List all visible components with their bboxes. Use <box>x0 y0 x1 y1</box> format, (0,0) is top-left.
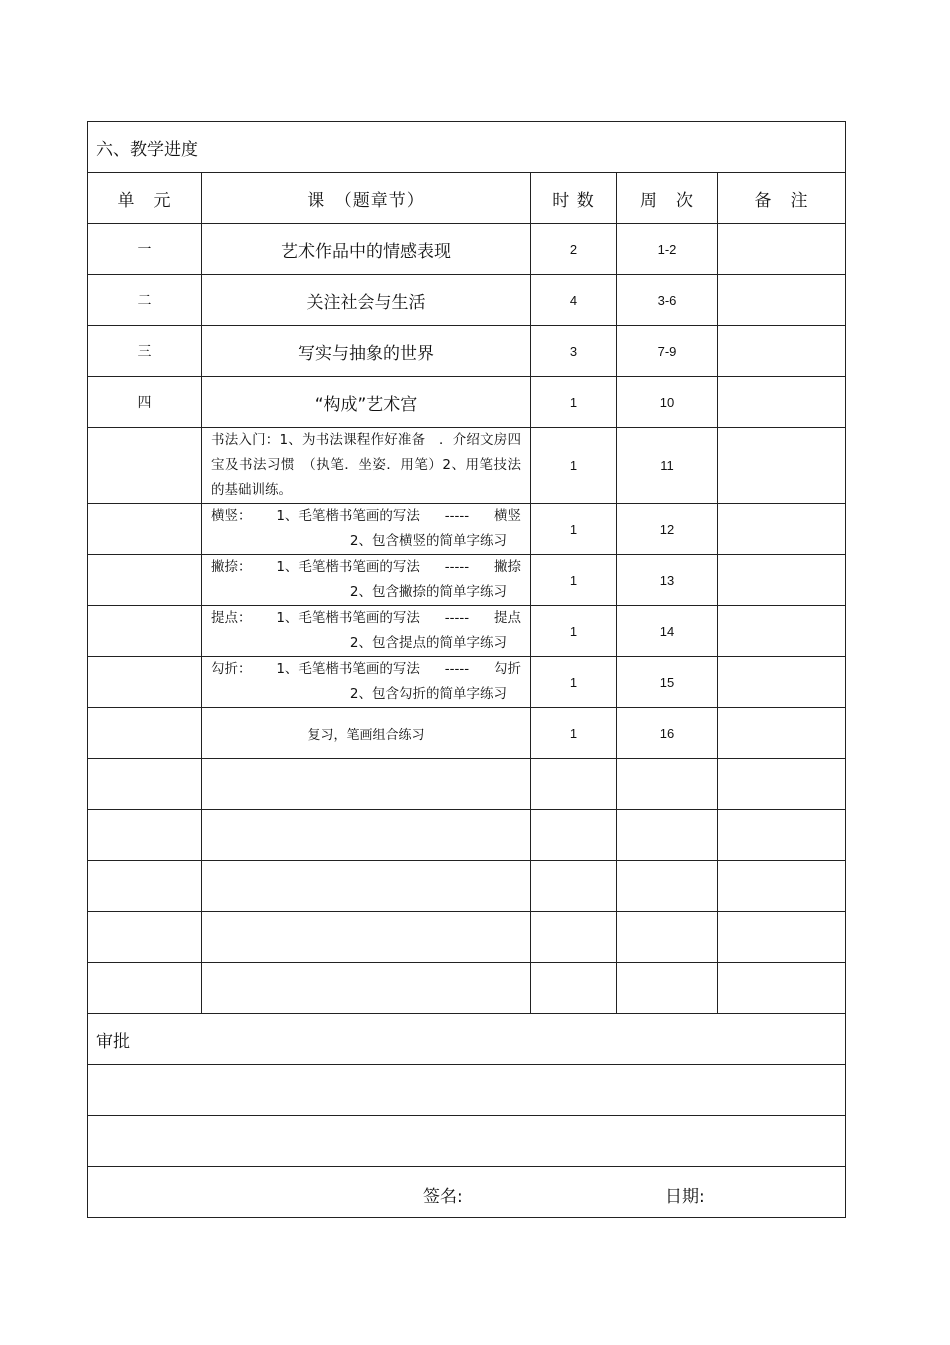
unit-cell <box>88 708 202 759</box>
empty-cell <box>202 963 531 1014</box>
table-row <box>88 555 846 606</box>
signature-label: 签名: <box>423 1187 463 1207</box>
weeks-cell: 15 <box>617 657 718 708</box>
unit-cell <box>88 504 202 555</box>
empty-cell <box>718 810 846 861</box>
empty-cell <box>88 963 202 1014</box>
unit-cell: 一 <box>88 224 202 275</box>
unit-cell: 三 <box>88 326 202 377</box>
header-weeks: 周 次 <box>617 173 718 224</box>
empty-cell <box>718 963 846 1014</box>
stroke-label: 撇捺： <box>211 559 252 575</box>
unit-cell <box>88 606 202 657</box>
hours-cell: 1 <box>531 606 617 657</box>
stroke-line-1 <box>211 657 521 682</box>
notes-cell <box>718 275 846 326</box>
empty-cell <box>88 810 202 861</box>
stroke-line-2: 2、包含横竖的简单字练习 <box>349 533 507 549</box>
empty-cell <box>202 759 531 810</box>
empty-cell <box>617 963 718 1014</box>
table-row <box>88 504 846 555</box>
empty-cell <box>617 759 718 810</box>
empty-cell <box>617 810 718 861</box>
unit-cell <box>88 428 202 504</box>
header-lesson: 课 （题章节） <box>202 173 531 224</box>
approval-blank-row <box>88 1116 846 1167</box>
unit-cell: 四 <box>88 377 202 428</box>
empty-cell <box>617 912 718 963</box>
section-title-row <box>88 122 846 173</box>
lesson-cell: 复习，笔画组合练习 <box>202 708 531 759</box>
stroke-dash: ----- <box>444 661 470 677</box>
stroke-dash: ----- <box>444 559 470 575</box>
stroke-name: 提点 <box>493 610 521 626</box>
stroke-line-2: 2、包含勾折的简单字练习 <box>349 686 507 702</box>
header-notes: 备 注 <box>718 173 846 224</box>
notes-cell <box>718 555 846 606</box>
stroke-label: 横竖： <box>211 508 252 524</box>
weeks-cell: 10 <box>617 377 718 428</box>
approval-title: 审批 <box>88 1014 846 1065</box>
stroke-lesson-cell <box>202 606 531 657</box>
table-row <box>88 224 846 275</box>
empty-cell <box>531 963 617 1014</box>
weeks-cell: 14 <box>617 606 718 657</box>
notes-cell <box>718 708 846 759</box>
empty-cell <box>531 861 617 912</box>
empty-cell <box>531 759 617 810</box>
stroke-item: 1、毛笔楷书笔画的写法 <box>276 508 420 524</box>
column-header-row <box>88 173 846 224</box>
notes-cell <box>718 224 846 275</box>
hours-cell: 2 <box>531 224 617 275</box>
empty-cell <box>531 912 617 963</box>
weeks-cell: 13 <box>617 555 718 606</box>
notes-cell <box>718 428 846 504</box>
unit-cell <box>88 555 202 606</box>
stroke-item: 1、毛笔楷书笔画的写法 <box>276 610 420 626</box>
stroke-lesson-cell <box>202 504 531 555</box>
unit-cell <box>88 657 202 708</box>
empty-cell <box>617 861 718 912</box>
weeks-cell: 7-9 <box>617 326 718 377</box>
unit-cell: 二 <box>88 275 202 326</box>
lesson-cell: 写实与抽象的世界 <box>202 326 531 377</box>
section-title: 六、教学进度 <box>88 122 846 173</box>
lesson-cell: 艺术作品中的情感表现 <box>202 224 531 275</box>
stroke-label: 勾折： <box>211 661 252 677</box>
table-row <box>88 606 846 657</box>
approval-blank-cell <box>88 1065 846 1116</box>
weeks-cell: 16 <box>617 708 718 759</box>
stroke-item: 1、毛笔楷书笔画的写法 <box>276 661 420 677</box>
empty-cell <box>202 861 531 912</box>
hours-cell: 1 <box>531 657 617 708</box>
table-row <box>88 428 846 504</box>
hours-cell: 1 <box>531 555 617 606</box>
hours-cell: 1 <box>531 504 617 555</box>
header-unit: 单 元 <box>88 173 202 224</box>
stroke-item: 1、毛笔楷书笔画的写法 <box>276 559 420 575</box>
hours-cell: 1 <box>531 377 617 428</box>
teaching-schedule-table <box>87 121 846 1218</box>
stroke-line-2: 2、包含提点的简单字练习 <box>349 635 507 651</box>
empty-row <box>88 810 846 861</box>
table-row <box>88 326 846 377</box>
notes-cell <box>718 657 846 708</box>
table-row <box>88 708 846 759</box>
stroke-name: 撇捺 <box>493 559 521 575</box>
empty-row <box>88 963 846 1014</box>
empty-row <box>88 912 846 963</box>
lesson-cell: “构成”艺术宫 <box>202 377 531 428</box>
notes-cell <box>718 504 846 555</box>
calligraphy-intro-cell: 书法入门：1、为书法课程作好准备 ．介绍文房四宝及书法习惯 （执笔．坐姿．用笔）2、用笔技法的基础训练。 <box>202 428 531 504</box>
notes-cell <box>718 606 846 657</box>
hours-cell: 1 <box>531 708 617 759</box>
weeks-cell: 11 <box>617 428 718 504</box>
table-row <box>88 275 846 326</box>
stroke-name: 勾折 <box>493 661 521 677</box>
weeks-cell: 3-6 <box>617 275 718 326</box>
empty-cell <box>718 759 846 810</box>
schedule-sheet <box>87 121 845 1218</box>
empty-cell <box>88 912 202 963</box>
approval-title-row <box>88 1014 846 1065</box>
date-label: 日期: <box>665 1187 705 1207</box>
stroke-dash: ----- <box>444 610 470 626</box>
empty-cell <box>202 912 531 963</box>
weeks-cell: 12 <box>617 504 718 555</box>
approval-blank-cell <box>88 1116 846 1167</box>
stroke-line-1 <box>211 504 521 529</box>
stroke-line-2: 2、包含撇捺的简单字练习 <box>349 584 507 600</box>
approval-blank-row <box>88 1065 846 1116</box>
header-hours: 时 数 <box>531 173 617 224</box>
hours-cell: 3 <box>531 326 617 377</box>
table-row <box>88 657 846 708</box>
weeks-cell: 1-2 <box>617 224 718 275</box>
stroke-line-1 <box>211 606 521 631</box>
signature-cell <box>88 1167 846 1218</box>
stroke-name: 横竖 <box>493 508 521 524</box>
empty-cell <box>531 810 617 861</box>
stroke-line-1 <box>211 555 521 580</box>
signature-row <box>88 1167 846 1218</box>
notes-cell <box>718 326 846 377</box>
empty-row <box>88 759 846 810</box>
lesson-cell: 关注社会与生活 <box>202 275 531 326</box>
empty-cell <box>718 912 846 963</box>
empty-cell <box>202 810 531 861</box>
hours-cell: 1 <box>531 428 617 504</box>
stroke-dash: ----- <box>444 508 470 524</box>
empty-cell <box>718 861 846 912</box>
table-row <box>88 377 846 428</box>
stroke-lesson-cell <box>202 657 531 708</box>
empty-cell <box>88 759 202 810</box>
stroke-label: 提点： <box>211 610 252 626</box>
notes-cell <box>718 377 846 428</box>
empty-row <box>88 861 846 912</box>
stroke-lesson-cell <box>202 555 531 606</box>
empty-cell <box>88 861 202 912</box>
hours-cell: 4 <box>531 275 617 326</box>
